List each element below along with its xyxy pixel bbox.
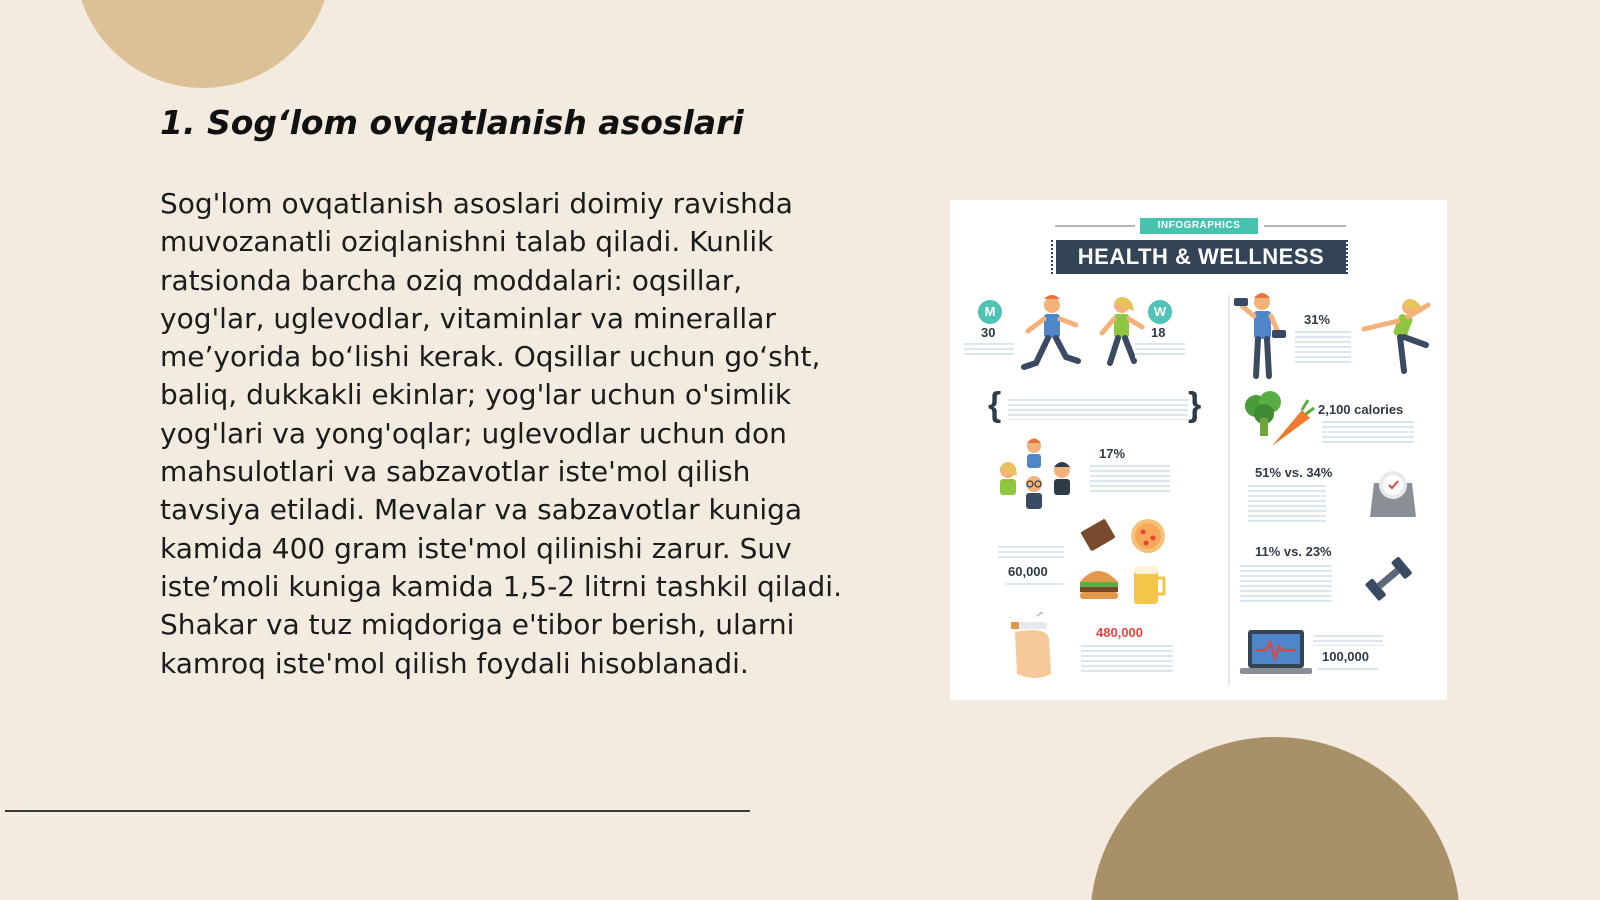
divider-line bbox=[5, 810, 750, 812]
text-lines bbox=[1240, 562, 1332, 602]
text-lines bbox=[1081, 642, 1173, 672]
heartbeat-laptop-icon bbox=[1238, 628, 1314, 684]
infographic-subtitle: INFOGRAPHICS bbox=[1140, 218, 1258, 234]
text-lines bbox=[1006, 580, 1064, 588]
slide-title: 1. Sog‘lom ovqatlanish asoslari bbox=[160, 103, 744, 142]
scale-icon bbox=[1368, 465, 1418, 521]
strength-compare: 11% vs. 23% bbox=[1255, 544, 1332, 559]
brace-left: { bbox=[988, 386, 1002, 424]
text-lines bbox=[1248, 482, 1326, 522]
smoking-deaths: 480,000 bbox=[1096, 625, 1143, 640]
brace-right: } bbox=[1188, 386, 1202, 424]
weight-compare: 51% vs. 34% bbox=[1255, 465, 1333, 480]
yoga-woman-icon bbox=[1360, 295, 1440, 375]
cigarette-hand-icon bbox=[1005, 612, 1061, 682]
weightlifter-icon bbox=[1232, 292, 1292, 382]
dumbbell-icon bbox=[1360, 550, 1416, 606]
health-wellness-infographic bbox=[950, 200, 1447, 700]
text-lines bbox=[1135, 340, 1185, 358]
runner-man-icon bbox=[1018, 295, 1088, 375]
exercise-percent: 31% bbox=[1304, 312, 1331, 327]
women-minutes: 18 bbox=[1151, 325, 1166, 340]
heartbeats-stat: 100,000 bbox=[1322, 649, 1369, 664]
text-lines bbox=[1295, 328, 1351, 366]
text-lines bbox=[1313, 632, 1383, 646]
men-minutes: 30 bbox=[981, 325, 996, 340]
header-rule-right bbox=[1264, 225, 1346, 227]
header-rule-left bbox=[1055, 225, 1135, 227]
children-group-icon bbox=[994, 436, 1074, 516]
decorative-circle-bottom bbox=[1090, 737, 1460, 900]
infographic-column-divider bbox=[1228, 295, 1230, 685]
runner-woman-icon bbox=[1090, 295, 1150, 375]
children-percent: 17% bbox=[1099, 446, 1126, 461]
calories-stat: 2,100 calories bbox=[1318, 402, 1404, 417]
women-badge: W bbox=[1148, 300, 1172, 324]
text-lines bbox=[1322, 418, 1414, 444]
text-lines bbox=[1090, 462, 1170, 492]
slide-body-text: Sog'lom ovqatlanish asoslari doimiy ravishda muvozanatli oziqlanishni talab qiladi. Kunlik ratsionda barcha oziq moddalari: oqsillar, yog'lar, uglevodlar, vitaminlar va minerallar me’yorida bo‘lishi kerak. Oqsillar uchun go‘sht, baliq, dukkakli ekinlar; yog'lar uchun o'simlik yog'lari va yong'oqlar; uglevodlar uchun don mahsulotlari va sabzavotlar iste'mol qilish tavsiya etiladi. Mevalar va sabzavotlar kuniga kamida 400 gram iste'mol qilinishi zarur. Suv iste’moli kuniga kamida 1,5-2 litrni tashkil qiladi. Shakar va tuz miqdoriga e'tibor berish, ularni kamroq iste'mol qilish foydali hisoblanadi. bbox=[160, 187, 842, 680]
food-icon bbox=[1074, 518, 1174, 616]
broccoli-carrot-icon bbox=[1240, 390, 1315, 450]
text-lines bbox=[998, 543, 1064, 561]
text-lines bbox=[964, 340, 1014, 358]
food-pounds: 60,000 bbox=[1008, 564, 1048, 579]
men-badge: M bbox=[978, 300, 1002, 324]
text-lines bbox=[1008, 396, 1188, 420]
decorative-circle-top bbox=[75, 0, 331, 88]
infographic-title: HEALTH & WELLNESS bbox=[1056, 240, 1346, 274]
text-lines bbox=[1318, 665, 1378, 673]
